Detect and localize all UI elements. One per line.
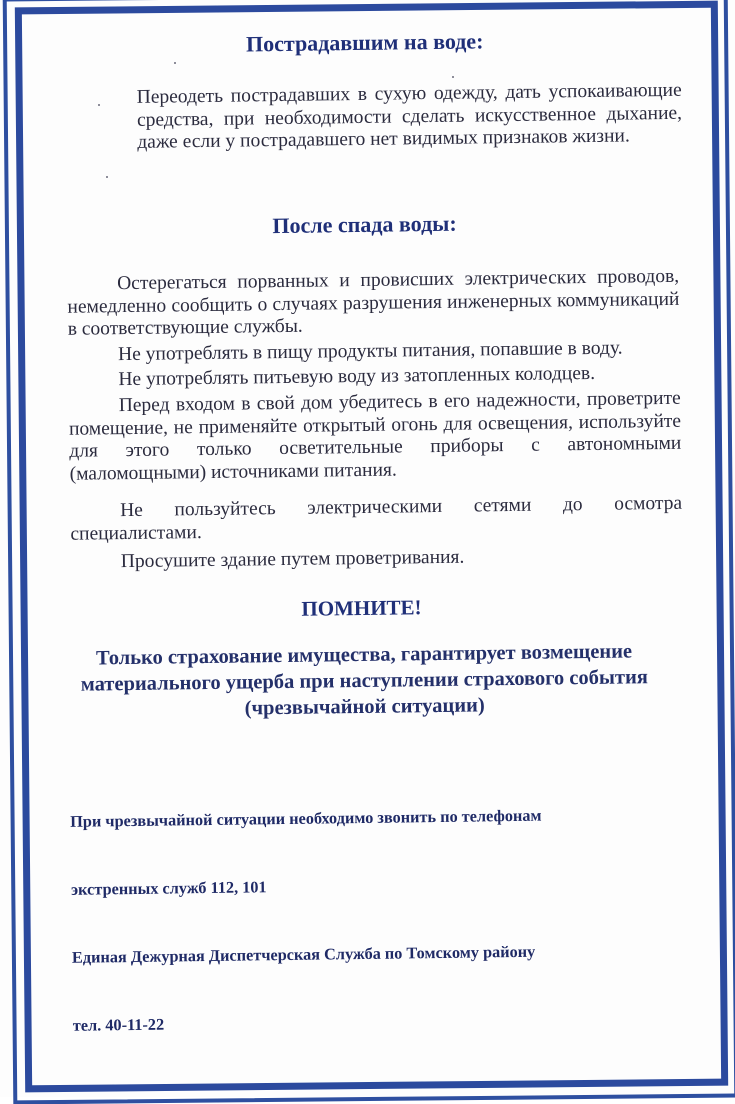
contacts-line-service: Единая Дежурная Диспетчерская Служба по Томскому району xyxy=(71,941,536,967)
contacts-line-numbers: экстренных служб 112, 101 xyxy=(70,877,267,899)
scan-speck xyxy=(174,62,176,64)
after-water-heading: После спада воды: xyxy=(272,210,457,239)
after-water-paragraph-food: Не употреблять в пищу продукты питания, попавшие в воду. xyxy=(117,337,623,366)
after-water-paragraph-house: Перед входом в свой дом убедитесь в его надежности, проветрите помещение, не применяйте открытый огонь для освещения, используйте для этого только осветительные приборы с автономными (маломощными) источниками питания. xyxy=(68,387,682,485)
scan-speck xyxy=(98,104,100,106)
after-water-paragraph-wires: Остерегаться порванных и провисших электрических проводов, немедленно сообщить о случаях разрушения инженерных коммуникаций в соответствующие службы. xyxy=(67,265,680,340)
contacts-line-call: При чрезвычайной ситуации необходимо звонить по телефонам xyxy=(70,805,542,832)
contacts-line-phone: тел. 40-11-22 xyxy=(72,1014,165,1035)
victims-paragraph: Переодеть пострадавших в сухую одежду, дать успокаивающие средства, при необходимости сделать искусственное дыхание, даже если у пострадавшего нет видимых признаков жизни. xyxy=(136,79,683,154)
after-water-paragraph-wells: Не употреблять питьевую воду из затопленных колодцев. xyxy=(118,362,596,391)
after-water-paragraph-electric: Не пользуйтесь электрическими сетями до осмотра специалистами. xyxy=(70,492,683,545)
victims-heading: Пострадавшим на воде: xyxy=(245,28,484,57)
scan-speck xyxy=(452,76,454,78)
remember-heading: ПОМНИТЕ! xyxy=(301,595,422,621)
scan-speck xyxy=(106,176,108,178)
emergency-contacts xyxy=(69,758,673,1082)
insurance-notice: Только страхование имущества, гарантирует возмещение материального ущерба при наступлении страхового события (чрезвычайной ситуации) xyxy=(80,640,649,720)
after-water-paragraph-dry: Просушите здание путем проветривания. xyxy=(120,546,465,573)
